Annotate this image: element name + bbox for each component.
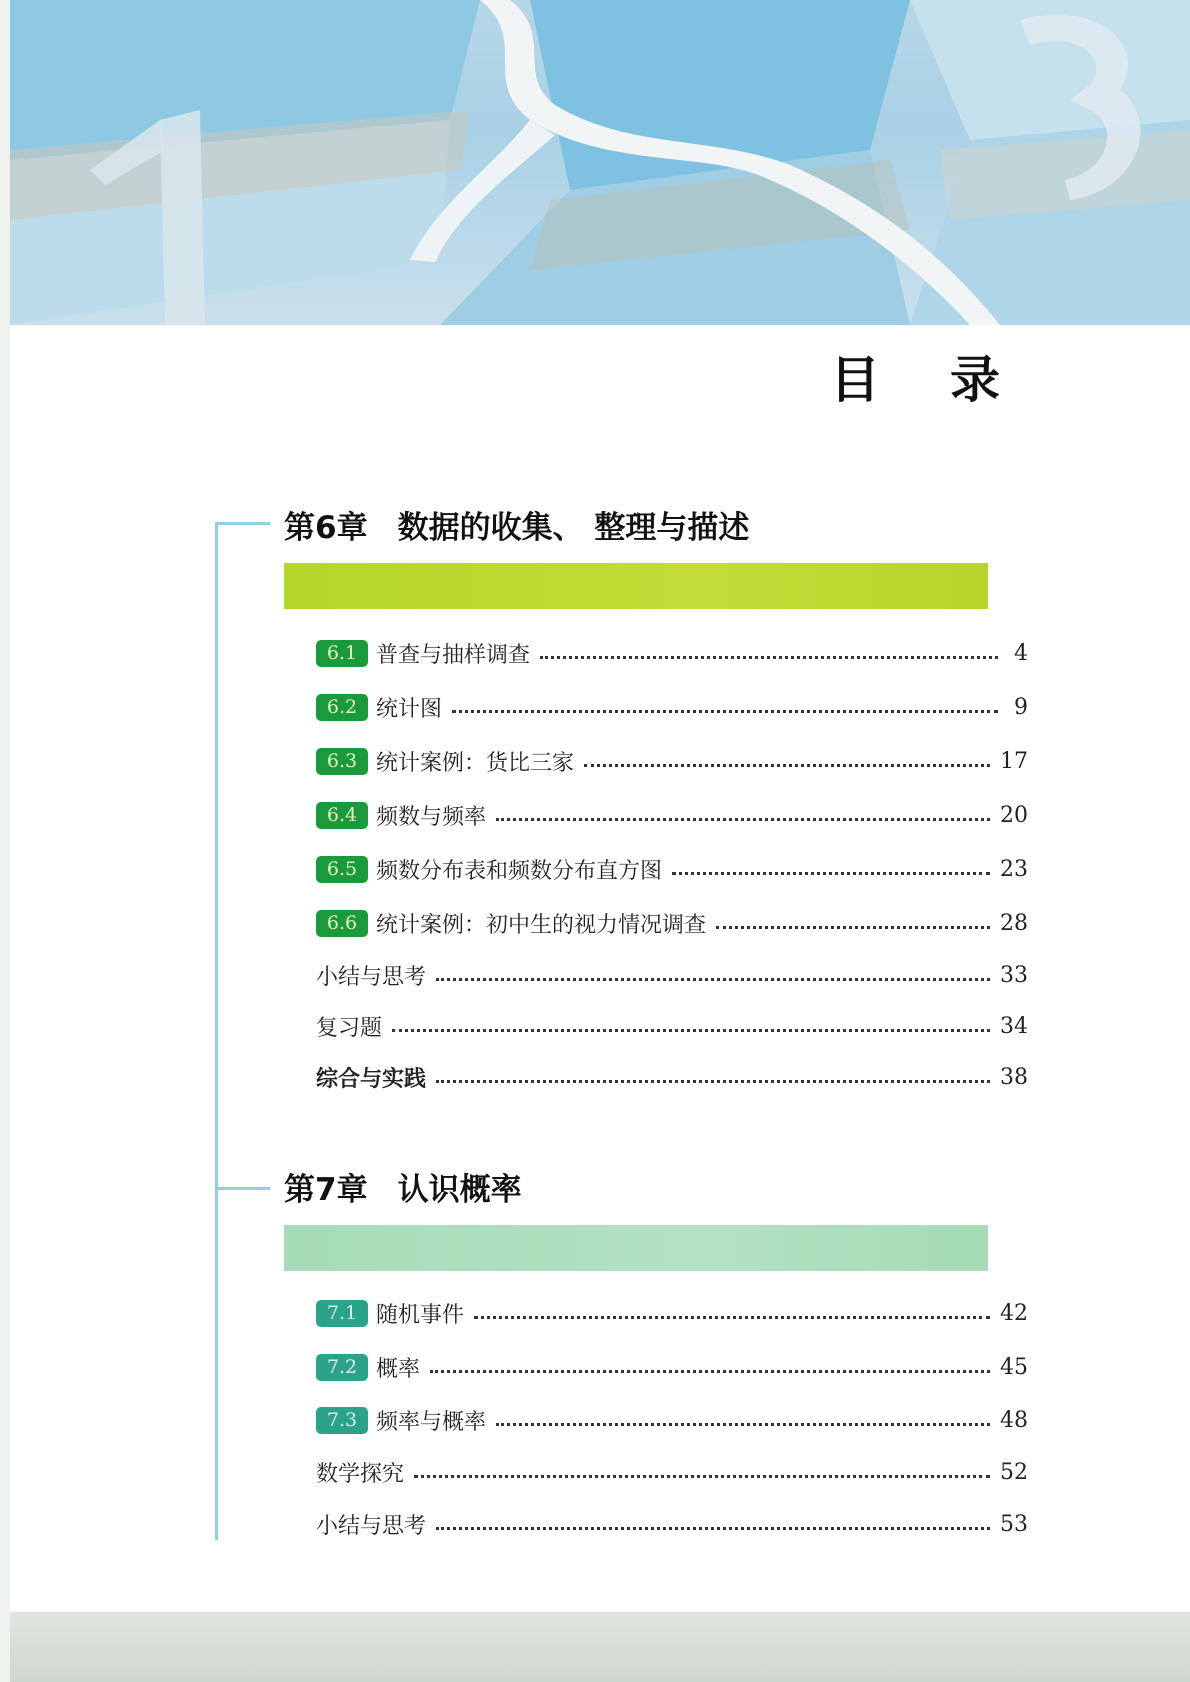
page-title xyxy=(830,340,1000,412)
toc-spine-line xyxy=(215,522,218,1540)
section-badge: 6.5 xyxy=(316,856,368,883)
leader-dots xyxy=(496,1423,990,1426)
entry-title: 数学探究 xyxy=(316,1461,405,1487)
entry-title: 概率 xyxy=(376,1356,421,1382)
leader-dots xyxy=(436,1527,990,1530)
toc-entry[interactable] xyxy=(316,636,1028,670)
toc-entry[interactable] xyxy=(316,1009,1028,1043)
page-number: 52 xyxy=(1000,1459,1028,1485)
section-badge: 6.3 xyxy=(316,748,368,775)
page-number: 42 xyxy=(1000,1300,1028,1326)
leader-dots xyxy=(430,1370,990,1373)
page-number: 28 xyxy=(1000,910,1028,936)
leader-dots xyxy=(496,818,990,821)
leader-dots xyxy=(474,1316,990,1319)
page-number: 53 xyxy=(1000,1511,1028,1537)
section-badge: 6.1 xyxy=(316,640,368,667)
page-number: 9 xyxy=(1014,694,1028,720)
toc-entry[interactable] xyxy=(316,1403,1028,1437)
leader-dots xyxy=(392,1029,990,1032)
chapter-heading xyxy=(284,1164,522,1209)
toc-entry[interactable] xyxy=(316,1507,1028,1541)
leader-dots xyxy=(540,656,998,659)
page-number: 23 xyxy=(1000,856,1028,882)
entry-title: 频数分布表和频数分布直方图 xyxy=(376,858,663,884)
entry-title: 小结与思考 xyxy=(316,1513,427,1539)
section-badge: 7.2 xyxy=(316,1354,368,1381)
entry-title: 频率与概率 xyxy=(376,1409,487,1435)
leader-dots xyxy=(436,1080,990,1083)
chapter-number: 第7章 xyxy=(284,1172,368,1208)
chapter-name: 认识概率 xyxy=(397,1172,522,1208)
cover-illustration xyxy=(10,0,1190,325)
entry-title: 普查与抽样调查 xyxy=(376,642,531,668)
page-number: 45 xyxy=(1000,1354,1028,1380)
leader-dots xyxy=(436,978,990,981)
page-number: 38 xyxy=(1000,1064,1028,1090)
chapter-heading xyxy=(284,502,749,547)
page-number: 48 xyxy=(1000,1407,1028,1433)
leader-dots xyxy=(584,764,990,767)
leader-dots xyxy=(716,926,990,929)
page-title-char: 录 xyxy=(950,351,1000,409)
toc-entry[interactable] xyxy=(316,1060,1028,1094)
entry-title: 统计案例：初中生的视力情况调查 xyxy=(376,912,707,938)
page-number: 4 xyxy=(1014,640,1028,666)
toc-entry[interactable] xyxy=(316,1296,1028,1330)
section-badge: 7.3 xyxy=(316,1407,368,1434)
toc-entry[interactable] xyxy=(316,1455,1028,1489)
toc-entry[interactable] xyxy=(316,798,1028,832)
entry-title: 频数与频率 xyxy=(376,804,487,830)
toc-entry[interactable] xyxy=(316,744,1028,778)
leader-dots xyxy=(672,872,990,875)
section-badge: 6.2 xyxy=(316,694,368,721)
toc-page xyxy=(10,0,1190,1682)
leader-dots xyxy=(452,710,998,713)
page-title-char: 目 xyxy=(830,351,880,409)
entry-title: 综合与实践 xyxy=(316,1066,427,1092)
chapter-tick xyxy=(215,522,270,525)
toc-entry[interactable] xyxy=(316,852,1028,886)
toc-entry[interactable] xyxy=(316,690,1028,724)
page-number: 20 xyxy=(1000,802,1028,828)
chapter-number: 第6章 xyxy=(284,510,368,546)
entry-title: 统计案例：货比三家 xyxy=(376,750,575,776)
toc-entry[interactable] xyxy=(316,906,1028,940)
page-number: 17 xyxy=(1000,748,1028,774)
page-number: 33 xyxy=(1000,962,1028,988)
chapter-tick xyxy=(215,1187,270,1190)
entry-title: 复习题 xyxy=(316,1015,383,1041)
entry-title: 随机事件 xyxy=(376,1302,465,1328)
section-badge: 6.6 xyxy=(316,910,368,937)
toc-entry[interactable] xyxy=(316,958,1028,992)
leader-dots xyxy=(414,1475,990,1478)
chapter-name: 数据的收集、 整理与描述 xyxy=(397,510,750,546)
entry-title: 小结与思考 xyxy=(316,964,427,990)
entry-title: 统计图 xyxy=(376,696,443,722)
chapter-color-bar xyxy=(284,1225,988,1271)
chapter-color-bar xyxy=(284,563,988,609)
section-badge: 7.1 xyxy=(316,1300,368,1327)
section-badge: 6.4 xyxy=(316,802,368,829)
toc-entry[interactable] xyxy=(316,1350,1028,1384)
footer-band xyxy=(10,1612,1190,1682)
page-number: 34 xyxy=(1000,1013,1028,1039)
